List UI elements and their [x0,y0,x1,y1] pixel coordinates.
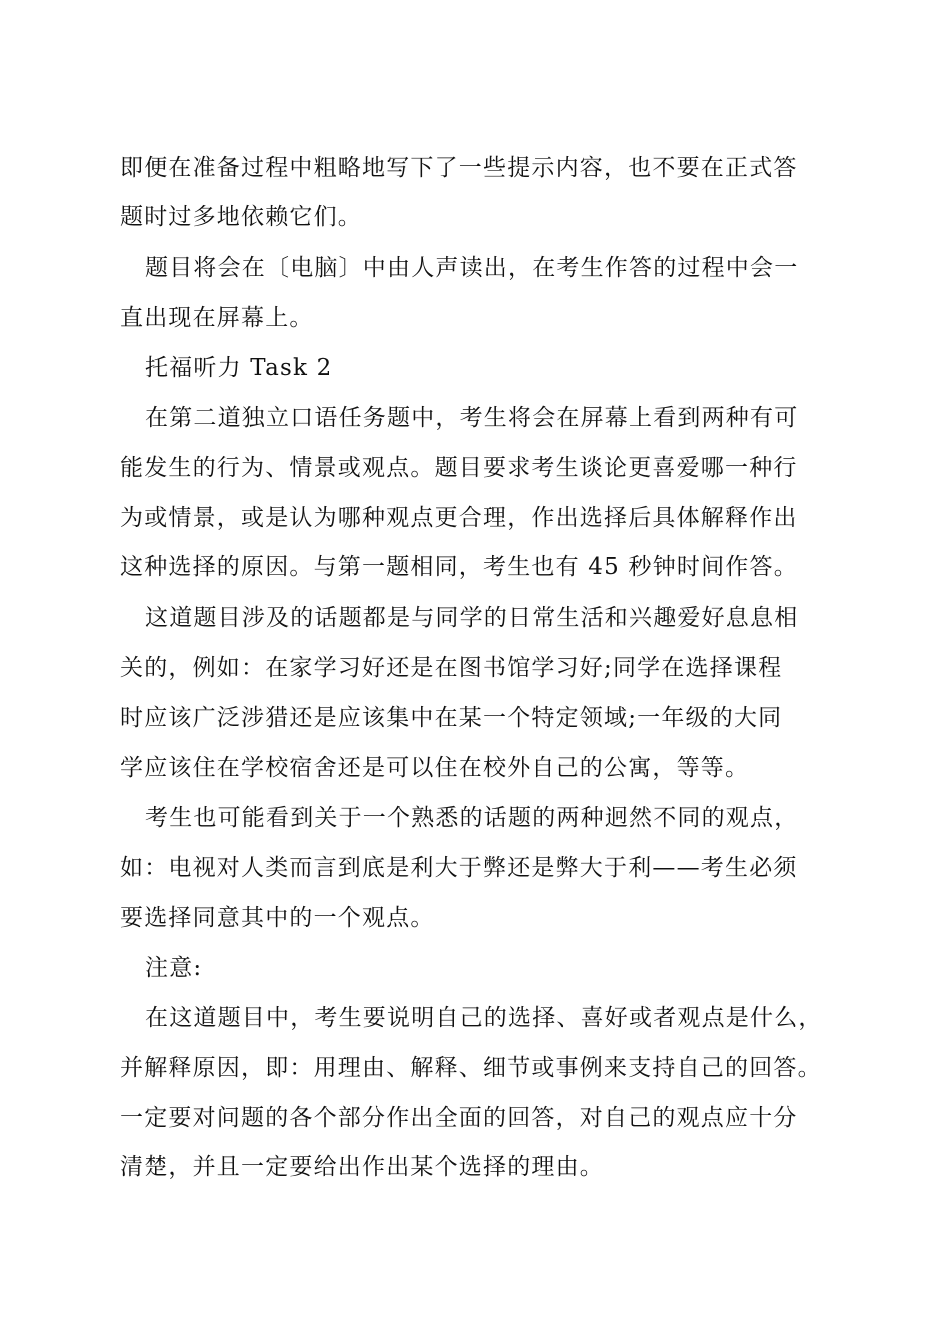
paragraph-line: 这道题目涉及的话题都是与同学的日常生活和兴趣爱好息息相 [145,605,799,631]
note-heading: 注意: [145,955,203,981]
paragraph-line: 直出现在屏幕上。 [120,305,314,331]
paragraph-line: 学应该住在学校宿舍还是可以住在校外自己的公寓，等等。 [120,755,750,781]
paragraph-line: 清楚，并且一定要给出作出某个选择的理由。 [120,1154,604,1180]
paragraph-line: 并解释原因，即：用理由、解释、细节或事例来支持自己的回答。 [120,1055,822,1081]
paragraph-line: 题时过多地依赖它们。 [120,204,362,230]
paragraph-line: 在这道题目中，考生要说明自己的选择、喜好或者观点是什么， [145,1005,823,1031]
paragraph-line: 题目将会在〔电脑〕中由人声读出，在考生作答的过程中会一 [145,255,799,281]
paragraph-line: 时应该广泛涉猎还是应该集中在某一个特定领域;一年级的大同 [120,705,783,731]
paragraph-line: 即便在准备过程中粗略地写下了一些提示内容，也不要在正式答 [120,155,798,181]
paragraph-line: 能发生的行为、情景或观点。题目要求考生谈论更喜爱哪一种行 [120,455,798,481]
section-heading: 托福听力 Task 2 [145,355,333,381]
paragraph-line: 如：电视对人类而言到底是利大于弊还是弊大于利——考生必须 [120,855,798,881]
paragraph-line: 要选择同意其中的一个观点。 [120,905,435,931]
paragraph-line: 这种选择的原因。与第一题相同，考生也有 45 秒钟时间作答。 [120,554,798,580]
paragraph-line: 一定要对问题的各个部分作出全面的回答，对自己的观点应十分 [120,1105,798,1131]
paragraph-line: 为或情景，或是认为哪种观点更合理，作出选择后具体解释作出 [120,505,798,531]
paragraph-line: 关的，例如：在家学习好还是在图书馆学习好;同学在选择课程 [120,655,783,681]
paragraph-line: 考生也可能看到关于一个熟悉的话题的两种迥然不同的观点， [145,805,799,831]
paragraph-line: 在第二道独立口语任务题中，考生将会在屏幕上看到两种有可 [145,405,799,431]
